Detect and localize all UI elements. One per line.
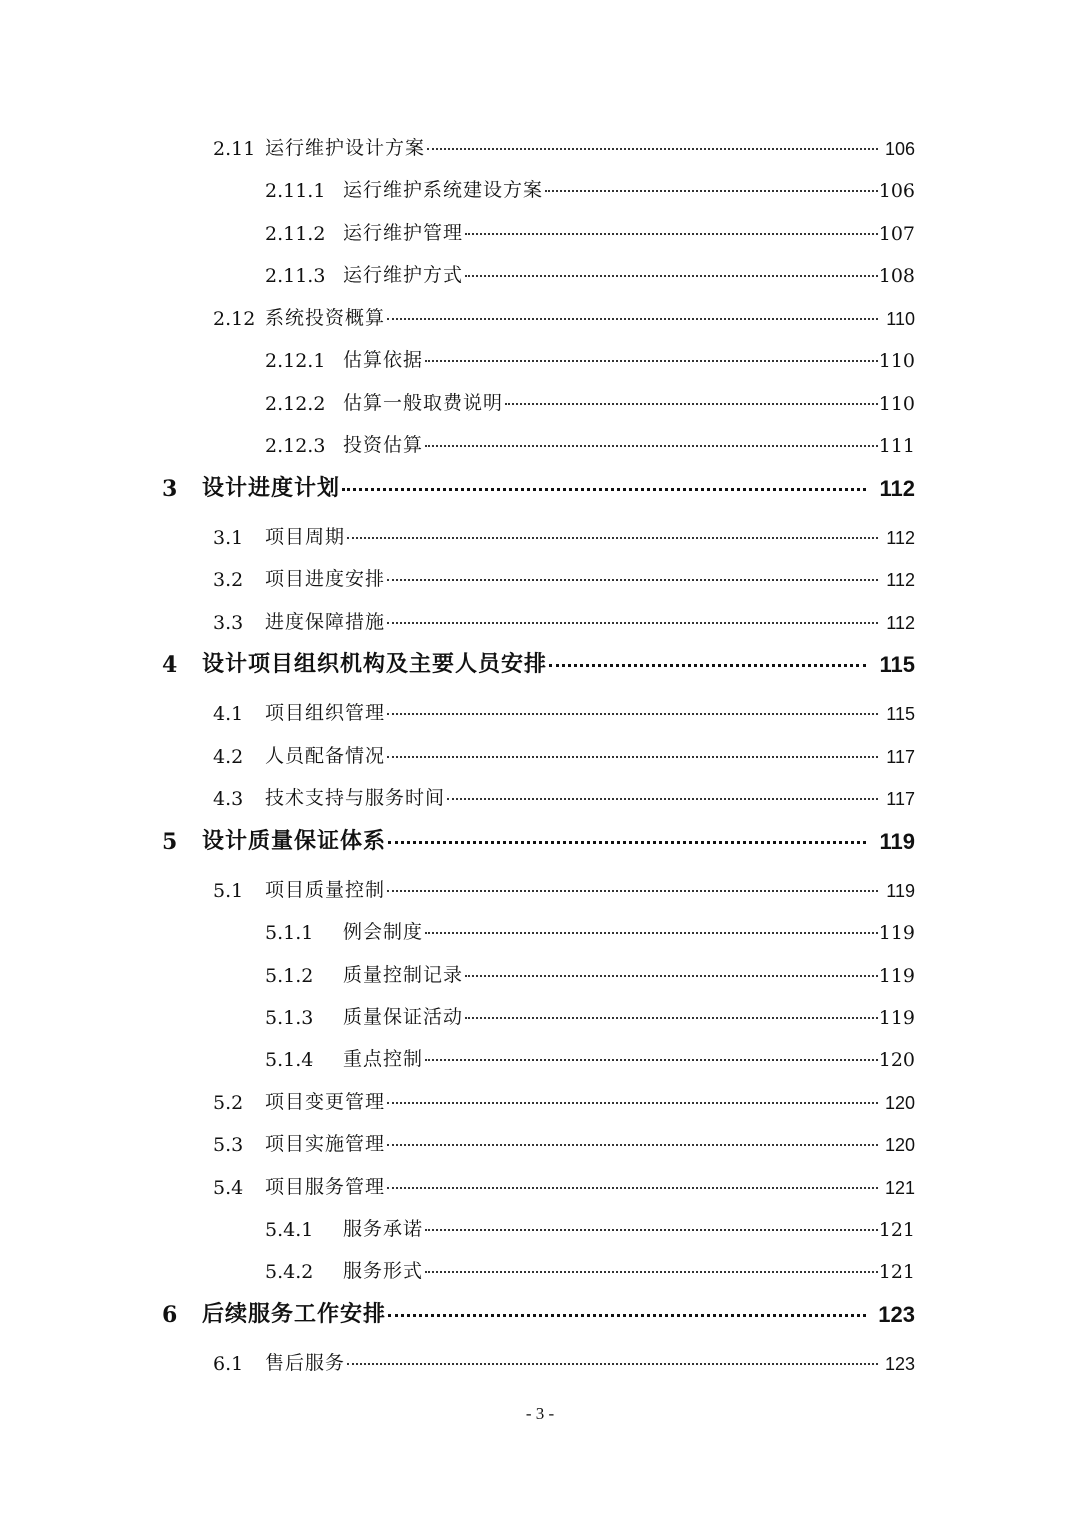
toc-entry-page: 112	[886, 528, 915, 548]
toc-entry-title-line	[343, 1256, 880, 1283]
toc-entry[interactable]	[0, 513, 1080, 553]
toc-entry-number: 2.11	[213, 138, 256, 160]
toc-entry-page: 112	[886, 570, 915, 590]
toc-dot-leader	[388, 825, 866, 844]
toc-entry-title-line	[343, 1044, 880, 1071]
toc-entry-page: 119	[878, 1007, 915, 1029]
toc-entry-number: 4	[162, 652, 178, 678]
toc-entry[interactable]	[0, 336, 1080, 376]
toc-entry-title: 质量控制记录	[343, 964, 464, 986]
toc-entry[interactable]	[0, 642, 1080, 682]
toc-entry-page: 123	[878, 1302, 915, 1327]
toc-entry-page: 115	[879, 652, 915, 677]
toc-entry-title-line	[202, 471, 868, 502]
toc-dot-leader	[427, 132, 878, 150]
toc-dot-leader	[387, 740, 878, 758]
toc-entry-number: 2.11.3	[265, 265, 326, 287]
toc-entry-number: 5.1.4	[265, 1049, 314, 1071]
toc-entry-number: 3	[162, 476, 178, 502]
toc-entry-title: 设计进度计划	[202, 475, 341, 501]
toc-entry-title-line	[343, 388, 880, 415]
toc-entry[interactable]	[0, 209, 1080, 249]
toc-entry[interactable]	[0, 124, 1080, 164]
toc-entry-page: 108	[878, 265, 915, 287]
toc-entry-title: 后续服务工作安排	[202, 1301, 387, 1327]
toc-dot-leader	[387, 697, 878, 715]
toc-entry[interactable]	[0, 993, 1080, 1033]
toc-dot-leader	[347, 1347, 878, 1365]
toc-entry-number: 5.4.1	[265, 1219, 314, 1241]
toc-entry-page: 120	[878, 1049, 915, 1071]
toc-dot-leader	[347, 521, 878, 539]
toc-entry-page: 119	[878, 922, 915, 944]
toc-entry-title: 技术支持与服务时间	[265, 787, 446, 809]
toc-dot-leader	[425, 1043, 878, 1061]
toc-entry-page: 119	[878, 965, 915, 987]
toc-entry-title: 重点控制	[343, 1048, 424, 1070]
toc-entry-title-line	[343, 917, 880, 944]
toc-entry-number: 5.4.2	[265, 1261, 314, 1283]
toc-entry-title-line	[343, 1002, 880, 1029]
toc-entry-page: 112	[886, 613, 915, 633]
toc-entry-title: 设计质量保证体系	[202, 828, 387, 854]
toc-entry-title-line	[265, 698, 880, 725]
toc-dot-leader	[425, 1213, 878, 1231]
toc-dot-leader	[549, 648, 866, 667]
toc-dot-leader	[447, 782, 878, 800]
toc-entry-number: 2.11.2	[265, 223, 326, 245]
toc-entry-title-line	[202, 1297, 868, 1328]
toc-entry[interactable]	[0, 555, 1080, 595]
toc-entry-page: 119	[879, 829, 915, 854]
toc-entry[interactable]	[0, 1120, 1080, 1160]
toc-entry-title: 服务承诺	[343, 1218, 424, 1240]
toc-entry-page: 120	[884, 1093, 915, 1113]
toc-entry-title-line	[202, 647, 868, 678]
toc-entry-page: 115	[886, 704, 915, 724]
toc-entry-number: 5	[162, 829, 178, 855]
toc-entry-title: 项目质量控制	[265, 879, 386, 901]
toc-entry-title: 运行维护管理	[343, 222, 464, 244]
toc-entry-number: 5.1.2	[265, 965, 314, 987]
toc-entry-number: 5.1.3	[265, 1007, 314, 1029]
toc-entry-title: 售后服务	[265, 1352, 346, 1374]
toc-entry-title-line	[343, 345, 880, 372]
toc-entry-title: 项目进度安排	[265, 568, 386, 590]
toc-entry-title-line	[343, 175, 880, 202]
toc-entry-page: 107	[878, 223, 915, 245]
toc-entry-number: 4.1	[213, 703, 244, 725]
toc-entry-number: 5.2	[213, 1092, 244, 1114]
toc-entry-page: 123	[884, 1354, 915, 1374]
toc-entry-number: 5.1.1	[265, 922, 314, 944]
toc-entry-title-line	[265, 741, 880, 768]
toc-dot-leader	[387, 302, 878, 320]
toc-dot-leader	[425, 916, 878, 934]
toc-entry-title: 设计项目组织机构及主要人员安排	[202, 651, 548, 677]
toc-entry[interactable]	[0, 1205, 1080, 1245]
toc-entry-page: 106	[878, 180, 915, 202]
toc-entry[interactable]	[0, 819, 1080, 859]
toc-entry-number: 4.2	[213, 746, 244, 768]
toc-entry-title: 项目周期	[265, 526, 346, 548]
toc-entry[interactable]	[0, 1035, 1080, 1075]
toc-entry-title-line	[265, 1087, 880, 1114]
toc-entry[interactable]	[0, 379, 1080, 419]
toc-entry[interactable]	[0, 1247, 1080, 1287]
toc-entry-number: 2.12.2	[265, 393, 326, 415]
toc-entry-title: 估算一般取费说明	[343, 392, 504, 414]
toc-dot-leader	[388, 1298, 866, 1317]
toc-entry-page: 117	[886, 789, 915, 809]
toc-dot-leader	[387, 1171, 878, 1189]
toc-dot-leader	[465, 217, 878, 235]
toc-dot-leader	[465, 259, 878, 277]
toc-entry[interactable]	[0, 251, 1080, 291]
toc-entry-number: 2.11.1	[265, 180, 326, 202]
toc-entry-title: 质量保证活动	[343, 1006, 464, 1028]
toc-entry-title-line	[343, 430, 880, 457]
toc-entry-title: 进度保障措施	[265, 611, 386, 633]
toc-entry[interactable]	[0, 466, 1080, 506]
toc-entry-title-line	[265, 1129, 880, 1156]
toc-entry[interactable]	[0, 1292, 1080, 1332]
toc-dot-leader	[425, 1255, 878, 1273]
toc-entry[interactable]	[0, 1163, 1080, 1203]
toc-entry-page: 120	[884, 1135, 915, 1155]
toc-entry-number: 5.4	[213, 1177, 244, 1199]
toc-entry-title: 项目组织管理	[265, 702, 386, 724]
toc-entry[interactable]	[0, 732, 1080, 772]
toc-entry[interactable]	[0, 1078, 1080, 1118]
toc-entry-title: 人员配备情况	[265, 745, 386, 767]
toc-dot-leader	[387, 874, 878, 892]
toc-entry-title-line	[343, 218, 880, 245]
toc-dot-leader	[505, 387, 878, 405]
toc-entry-title-line	[343, 960, 880, 987]
toc-dot-leader	[465, 1001, 878, 1019]
toc-entry-title: 投资估算	[343, 434, 424, 456]
toc-entry-title-line	[265, 875, 880, 902]
toc-entry-page: 106	[884, 139, 915, 159]
toc-dot-leader	[387, 563, 878, 581]
toc-entry-number: 3.3	[213, 612, 244, 634]
toc-entry-title-line	[343, 260, 880, 287]
toc-entry-title: 估算依据	[343, 349, 424, 371]
toc-entry-title-line	[265, 607, 880, 634]
toc-entry-page: 110	[886, 309, 915, 329]
toc-entry-title-line	[265, 783, 880, 810]
toc-entry-number: 2.12.1	[265, 350, 326, 372]
toc-entry-title: 服务形式	[343, 1260, 424, 1282]
toc-dot-leader	[465, 959, 878, 977]
toc-entry-number: 4.3	[213, 788, 244, 810]
toc-entry-title: 系统投资概算	[265, 307, 386, 329]
toc-dot-leader	[387, 1086, 878, 1104]
toc-dot-leader	[425, 344, 878, 362]
toc-entry-number: 5.3	[213, 1134, 244, 1156]
toc-entry-number: 5.1	[213, 880, 244, 902]
toc-entry[interactable]	[0, 689, 1080, 729]
toc-entry[interactable]	[0, 1339, 1080, 1379]
toc-entry-title-line	[265, 522, 880, 549]
toc-entry-title: 运行维护系统建设方案	[343, 179, 544, 201]
toc-entry[interactable]	[0, 166, 1080, 206]
toc-entry-number: 3.1	[213, 527, 244, 549]
page-number-footer: - 3 -	[525, 1404, 555, 1423]
toc-entry[interactable]	[0, 774, 1080, 814]
toc-entry-title: 项目变更管理	[265, 1091, 386, 1113]
toc-entry-title: 例会制度	[343, 921, 424, 943]
toc-entry-number: 6	[162, 1302, 178, 1328]
toc-dot-leader	[387, 1128, 878, 1146]
toc-entry-title-line	[265, 133, 880, 160]
toc-entry[interactable]	[0, 951, 1080, 991]
toc-entry[interactable]	[0, 866, 1080, 906]
toc-entry-title-line	[202, 824, 868, 855]
toc-entry-title: 运行维护方式	[343, 264, 464, 286]
toc-entry[interactable]	[0, 908, 1080, 948]
toc-entry-page: 119	[886, 881, 915, 901]
toc-entry-title: 项目服务管理	[265, 1176, 386, 1198]
toc-entry-page: 121	[878, 1219, 915, 1241]
toc-dot-leader	[387, 606, 878, 624]
toc-entry-page: 121	[884, 1178, 915, 1198]
toc-entry-title-line	[343, 1214, 880, 1241]
toc-entry-title-line	[265, 564, 880, 591]
toc-entry-title-line	[265, 1348, 880, 1375]
toc-entry-title: 运行维护设计方案	[265, 137, 426, 159]
toc-dot-leader	[342, 472, 866, 491]
toc-dot-leader	[425, 429, 878, 447]
toc-entry-title-line	[265, 303, 880, 330]
toc-entry-page: 112	[879, 476, 915, 501]
toc-entry-number: 2.12	[213, 308, 256, 330]
toc-entry-page: 111	[878, 435, 915, 457]
toc-entry-number: 2.12.3	[265, 435, 326, 457]
toc-entry-number: 6.1	[213, 1353, 244, 1375]
toc-entry[interactable]	[0, 294, 1080, 334]
toc-entry-title-line	[265, 1172, 880, 1199]
toc-dot-leader	[545, 174, 878, 192]
toc-entry-page: 110	[878, 350, 915, 372]
toc-entry[interactable]	[0, 598, 1080, 638]
toc-entry-page: 121	[878, 1261, 915, 1283]
toc-entry[interactable]	[0, 421, 1080, 461]
toc-entry-title: 项目实施管理	[265, 1133, 386, 1155]
toc-entry-page: 117	[886, 747, 915, 767]
toc-entry-number: 3.2	[213, 569, 244, 591]
toc-entry-page: 110	[878, 393, 915, 415]
